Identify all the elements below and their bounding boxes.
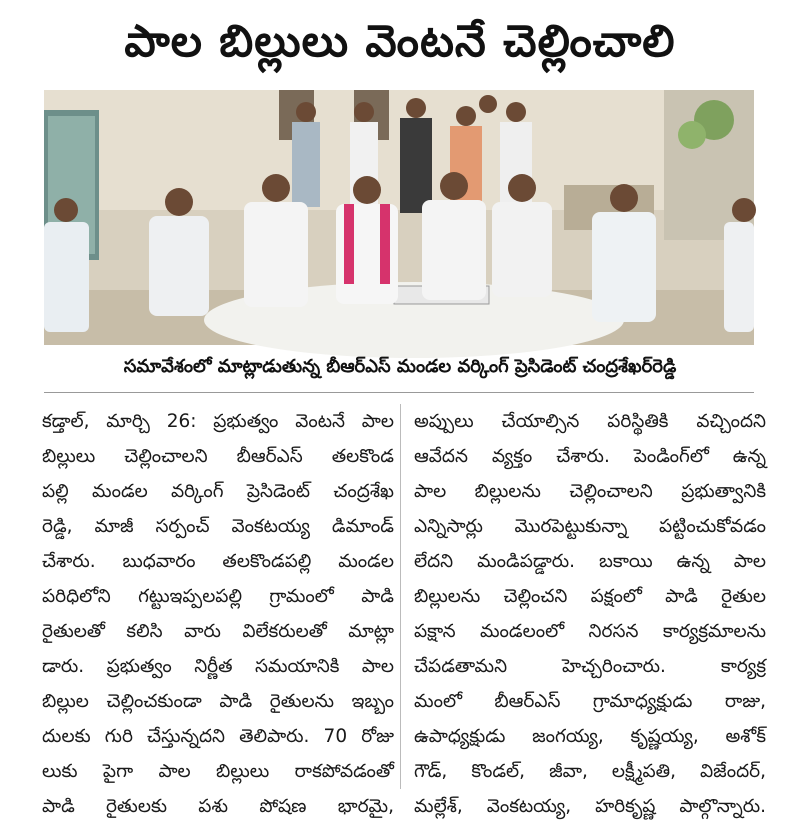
body-line: లేదని మండిపడ్డారు. బకాయి ఉన్న పాల bbox=[414, 551, 766, 572]
caption-divider bbox=[44, 392, 754, 393]
body-line: దులకు గురి చేస్తున్నదని తెలిపారు. 70 రోజు bbox=[42, 726, 394, 747]
body-line: లుకు పైగా పాల బిల్లులు రాకపోవడంతో bbox=[42, 761, 394, 782]
body-line: కడ్తాల్, మార్చి 26: ప్రభుత్వం వెంటనే పాల bbox=[42, 411, 394, 432]
body-line: చేశారు. బుధవారం తలకొండపల్లి మండల bbox=[42, 551, 394, 572]
body-line: బిల్లులను చెల్లించని పక్షంలో పాడి రైతుల bbox=[414, 586, 766, 607]
column-divider bbox=[400, 404, 401, 789]
news-photo bbox=[44, 90, 754, 345]
body-line: పాడి రైతులకు పశు పోషణ భారమై, bbox=[42, 796, 394, 817]
body-line: బిల్లులు చెల్లించాలని బీఆర్ఎస్ తలకొండ bbox=[42, 446, 394, 467]
headline: పాల బిల్లులు వెంటనే చెల్లించాలి bbox=[124, 16, 676, 67]
group-photo-icon bbox=[44, 90, 754, 345]
body-line: డారు. ప్రభుత్వం నిర్ణీత సమయానికి పాల bbox=[42, 656, 394, 677]
photo-caption: సమావేశంలో మాట్లాడుతున్న బీఆర్ఎస్ మండల వర్కింగ్ ప్రెసిడెంట్ చంద్రశేఖర్‌రెడ్డి bbox=[123, 355, 677, 377]
body-line: రైతులతో కలిసి వారు విలేకరులతో మాట్లా bbox=[42, 621, 394, 642]
body-line: పాల బిల్లులను చెల్లించాలని ప్రభుత్వానికి bbox=[414, 481, 766, 502]
body-line: పల్లి మండల వర్కింగ్ ప్రెసిడెంట్ చంద్రశేఖ bbox=[42, 481, 394, 502]
body-line: మల్లేశ్, వెంకటయ్య, హరికృష్ణ పాల్గొన్నారు. bbox=[414, 796, 766, 817]
body-line: గౌడ్, కొండల్, జీవా, లక్ష్మీపతి, విజేందర్, bbox=[414, 761, 766, 782]
body-line: ఉపాధ్యక్షుడు జంగయ్య, కృష్ణయ్య, అశోక్ bbox=[414, 726, 766, 747]
body-line: పరిధిలోని గట్టుఇప్పలపల్లి గ్రామంలో పాడి bbox=[42, 586, 394, 607]
body-line: మంలో బీఆర్ఎస్ గ్రామాధ్యక్షుడు రాజు, bbox=[414, 691, 766, 712]
article-column-left bbox=[42, 404, 394, 817]
body-line: అప్పులు చేయాల్సిన పరిస్థితికి వచ్చిందని bbox=[414, 411, 766, 432]
body-line: రెడ్డి, మాజీ సర్పంచ్ వెంకటయ్య డిమాండ్ bbox=[42, 516, 394, 537]
body-line: చేపడతామని హెచ్చరించారు. కార్యక్ర bbox=[414, 656, 766, 677]
article-column-right bbox=[414, 404, 766, 817]
body-line: బిల్లుల చెల్లించకుండా పాడి రైతులను ఇబ్బం bbox=[42, 691, 394, 712]
body-line: ఆవేదన వ్యక్తం చేశారు. పెండింగ్‌లో ఉన్న bbox=[414, 446, 766, 467]
body-line: ఎన్నిసార్లు మొరపెట్టుకున్నా పట్టించుకోవడం bbox=[414, 516, 766, 537]
body-line: పక్షాన మండలంలో నిరసన కార్యక్రమాలను bbox=[414, 621, 766, 642]
